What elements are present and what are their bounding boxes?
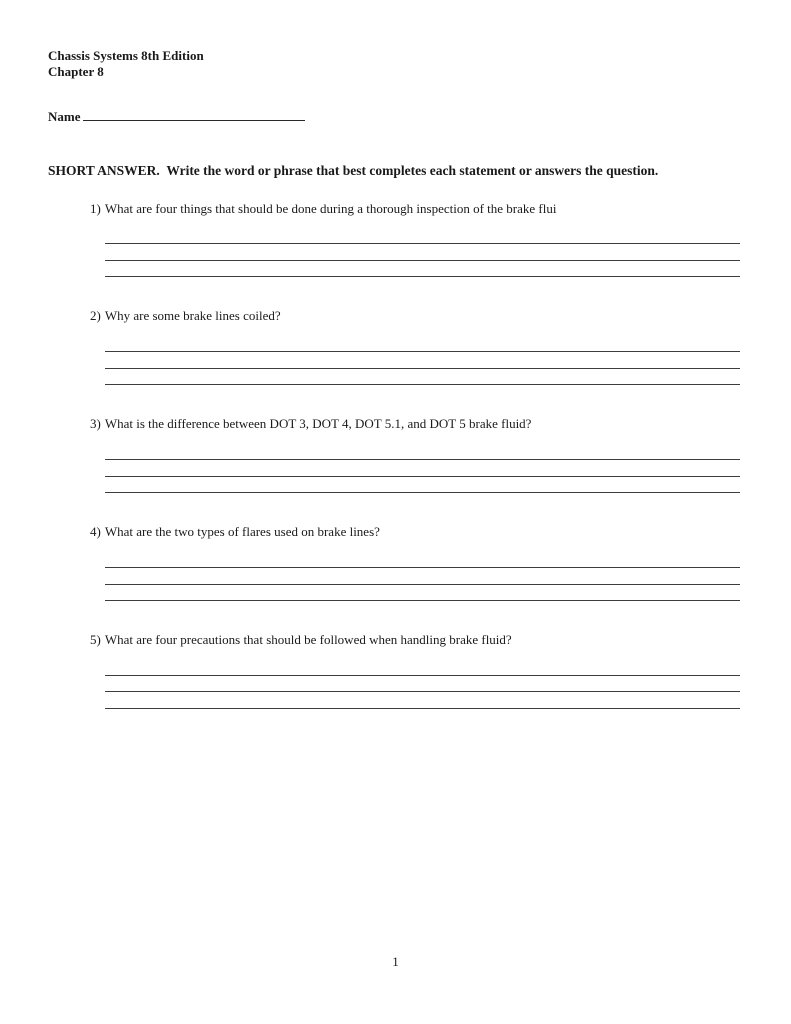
name-label: Name — [48, 108, 81, 124]
answer-line — [105, 352, 740, 369]
questions-list — [90, 201, 743, 709]
question-number: 3) — [90, 416, 101, 432]
answer-line — [105, 332, 740, 352]
answer-line — [105, 692, 740, 709]
question-5 — [90, 632, 743, 709]
name-row — [48, 107, 743, 125]
question-body: What are four precautions that should be followed when handling brake fluid? — [104, 632, 512, 648]
answer-line — [105, 585, 740, 602]
question-number: 2) — [90, 308, 101, 324]
question-text — [90, 308, 743, 325]
answer-line — [105, 440, 740, 460]
question-number: 5) — [90, 632, 101, 648]
answer-line — [105, 460, 740, 477]
page-content — [48, 48, 743, 740]
question-body: What are four things that should be done during a thorough inspection of the brake flui — [104, 200, 557, 216]
chapter-label: Chapter 8 — [48, 64, 104, 80]
question-number: 4) — [90, 524, 101, 540]
question-body: What is the difference between DOT 3, DOT 4, DOT 5.1, and DOT 5 brake fluid? — [104, 416, 532, 432]
instructions-text: SHORT ANSWER. Write the word or phrase that best completes each statement or answers the question. — [48, 162, 659, 178]
question-1 — [90, 201, 743, 278]
answer-lines — [105, 224, 740, 277]
page-number: 1 — [392, 954, 399, 969]
answer-lines — [105, 440, 740, 493]
question-body: What are the two types of flares used on brake lines? — [104, 524, 380, 540]
question-text — [90, 201, 743, 218]
document-header — [48, 48, 743, 81]
question-text — [90, 524, 743, 541]
name-underline — [83, 107, 305, 121]
document-title: Chassis Systems 8th Edition — [48, 48, 204, 63]
answer-lines — [105, 548, 740, 601]
question-2 — [90, 308, 743, 385]
question-body: Why are some brake lines coiled? — [104, 308, 281, 324]
answer-lines — [105, 656, 740, 709]
question-3 — [90, 416, 743, 493]
answer-line — [105, 548, 740, 568]
answer-line — [105, 369, 740, 386]
answer-line — [105, 261, 740, 278]
question-text — [90, 416, 743, 433]
answer-line — [105, 224, 740, 244]
question-number: 1) — [90, 200, 101, 216]
answer-line — [105, 477, 740, 494]
answer-line — [105, 568, 740, 585]
answer-line — [105, 676, 740, 693]
question-text — [90, 632, 743, 649]
question-4 — [90, 524, 743, 601]
answer-lines — [105, 332, 740, 385]
answer-line — [105, 656, 740, 676]
answer-line — [105, 244, 740, 261]
